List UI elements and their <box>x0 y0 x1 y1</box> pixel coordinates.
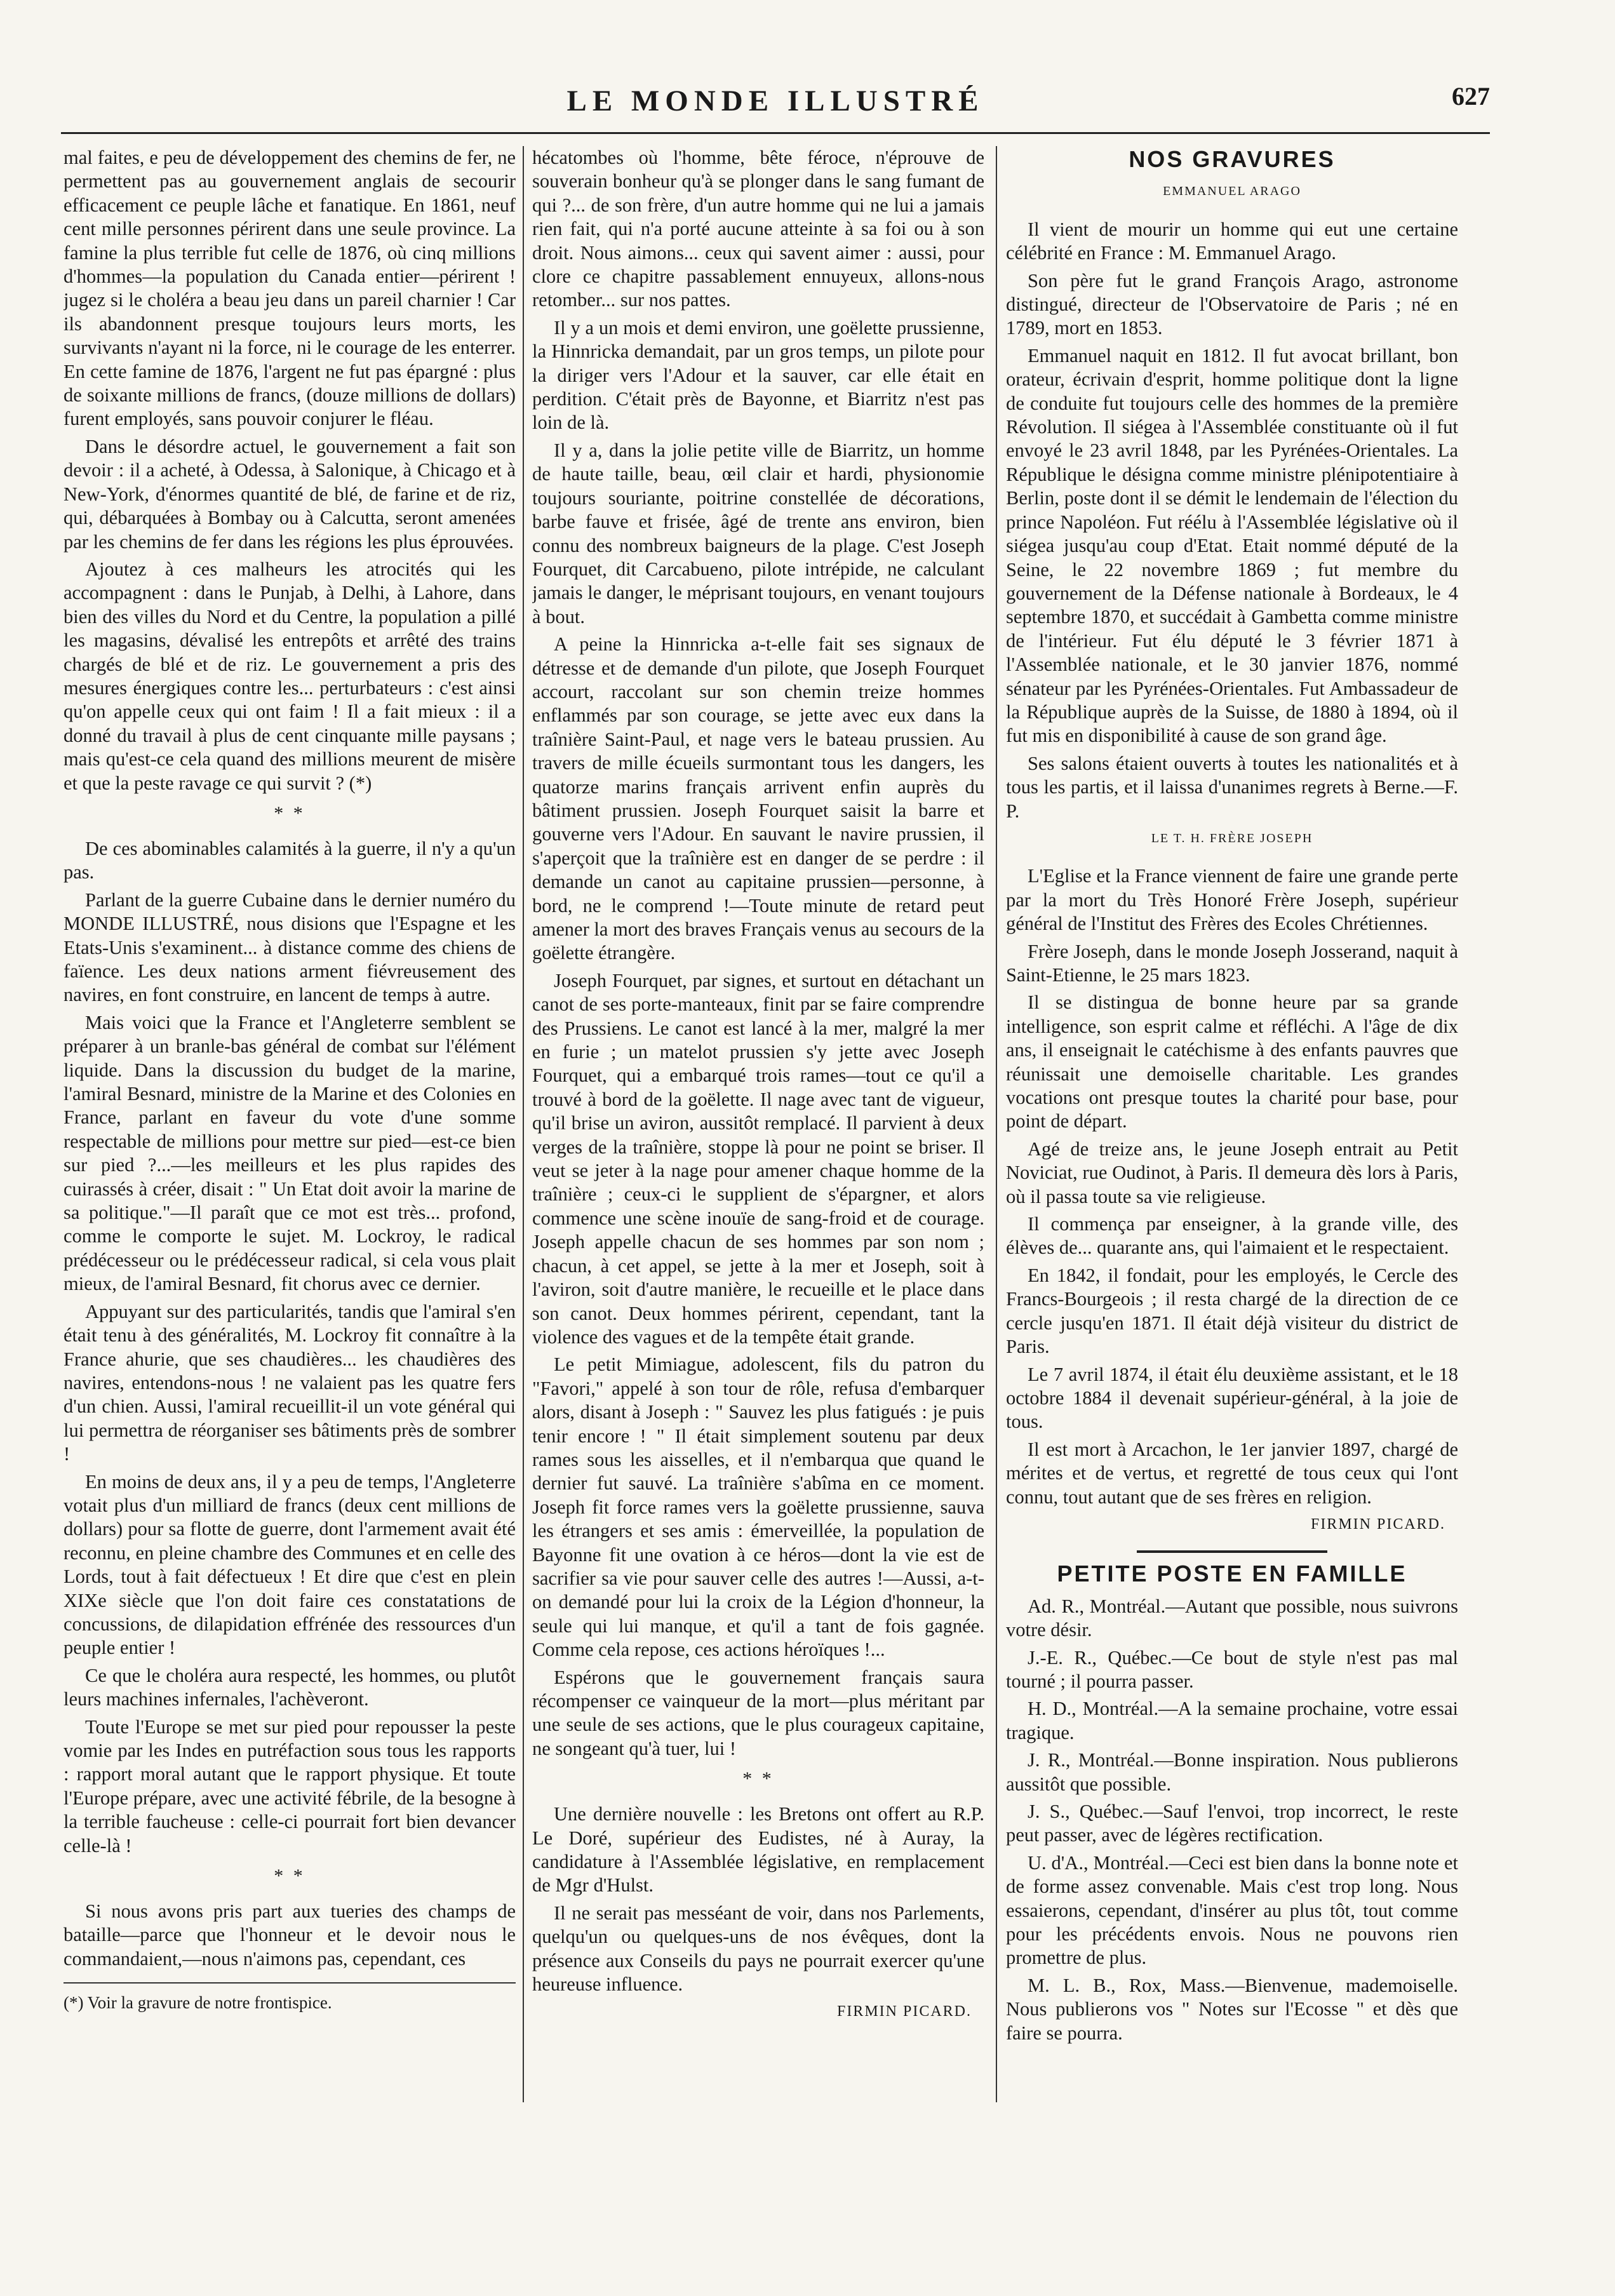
paragraph: Espérons que le gouvernement français saura récompenser ce vainqueur de la mort—plus méritant par une seule de ses actions, que le plus courageux capitaine, ne songeant qu'à tuer, lui ! <box>532 1666 984 1759</box>
column-2 <box>532 146 984 2153</box>
section-heading: PETITE POSTE EN FAMILLE <box>1057 1561 1407 1587</box>
section-separator: * * <box>742 1768 774 1790</box>
page-header <box>61 81 1490 134</box>
paragraph: Une dernière nouvelle : les Bretons ont offert au R.P. Le Doré, supérieur des Eudistes, né à Auray, la candidature à l'Assemblée législative, en remplacement de Mgr d'Hulst. <box>532 1803 984 1897</box>
author-signature: FIRMIN PICARD. <box>836 2003 972 2020</box>
paragraph: En moins de deux ans, il y a peu de temps, l'Angleterre votait plus d'un milliard de francs (deux cent millions de dollars) pour sa flotte de guerre, dont l'armement avait été reconnu, en pleine chambre des Communes et en celle des Lords, tout à fait défectueux ! Et dire que c'est en plein XIXe siècle que l'on doit faire ces constatations de concussions, de dilapidation effrénée des ressources d'un peuple entier ! <box>64 1470 516 1659</box>
paragraph: De ces abominables calamités à la guerre, il n'y a qu'un pas. <box>64 837 516 883</box>
paragraph: A peine la Hinnricka a-t-elle fait ses signaux de détresse et de demande d'un pilote, que Joseph Fourquet accourt, raccolant sur son chemin treize hommes enflammés par son courage, se jette avec eux dans la traînière Saint-Paul, et nage vers le bateau prussien. Au travers de mille écueils surmontant tous les dangers, les quatorze marins français arrivent enfin auprès du bâtiment prussien. Joseph Fourquet saisit la barre et gouverne vers l'Adour. En sauvant le navire prussien, il s'aperçoit que la traînière est en danger de se perdre : il demande un canot au capitaine prussien—personne, à bord, ne le comprend !—Toute minute de retard peut amener la mort des braves Français venus au secours de la goëlette étrangère. <box>532 633 984 964</box>
paragraph: U. d'A., Montréal.—Ceci est bien dans la bonne note et de forme assez convenable. Mais c'est trop long. Nous essaierons, cependant, d'insérer au plus tôt, tout comme pour les précédents envois. Nous ne pouvons rien promettre de plus. <box>1006 1851 1458 1969</box>
paragraph: hécatombes où l'homme, bête féroce, n'éprouve de souverain bonheur qu'à se plonger dans le sang fumant de qui ?... de son frère, d'un autre homme qui ne lui a jamais rien fait, qui n'a porté aucune atteinte à sa foi ou à son droit. Nous aimons... ceux qui savent aimer : aussi, pour clore ce chapitre passablement ennuyeux, allons-nous retomber... sur nos pattes. <box>532 147 984 311</box>
paragraph: Il se distingua de bonne heure par sa grande intelligence, son esprit calme et réfléchi. A l'âge de dix ans, il enseignait le catéchisme à des enfants pauvres que réunissait une demoiselle charitable. Les grandes vocations ont presque toutes la charité pour base, pour point de départ. <box>1006 991 1458 1132</box>
paragraph: En 1842, il fondait, pour les employés, le Cercle des Francs-Bourgeois ; il resta chargé de la direction de ce cercle jusqu'en 1871. Il était déjà visiteur du district de Paris. <box>1006 1264 1458 1358</box>
paragraph: J. R., Montréal.—Bonne inspiration. Nous publierons aussitôt que possible. <box>1006 1749 1458 1795</box>
paragraph: Il ne serait pas messéant de voir, dans nos Parlements, quelqu'un ou quelques-uns de nos évêques, dont la présence aux Conseils du pays ne pourrait exercer qu'une heureuse influence. <box>532 1902 984 1996</box>
paragraph: Joseph Fourquet, par signes, et surtout en détachant un canot de ses porte-manteaux, finit par se faire comprendre des Prussiens. Le canot est lancé à la mer, malgré la mer en furie ; un matelot prussien s'y jette avec Joseph Fourquet, qui a embarqué trois rames—tout ce qu'il a trouvé à bord de la goëlette. Il nage avec tant de vigueur, qu'il brise un aviron, aussitôt remplacé. Il parvient à deux verges de la traînière, stoppe là pour ne point se briser. Il veut se jeter à la nage pour amener chaque homme de la traînière ; ceux-ci le supplient de s'épargner, et alors commence une scène inouïe de sang-froid et de courage. Joseph appelle chacun de ses hommes par son nom ; chacun, à cet appel, se jette à la mer et Joseph, soit à l'aviron, soit d'autre manière, le recueille et le place dans son canot. Deux hommes périrent, cependant, tant la violence des vagues et de la tempête était grande. <box>532 969 984 1348</box>
paragraph: Il y a un mois et demi environ, une goëlette prussienne, la Hinnricka demandait, par un gros temps, un pilote pour la diriger vers l'Adour et la sauver, car elle était en perdition. C'était près de Bayonne, et Biarritz n'est pas loin de là. <box>532 316 984 434</box>
section-divider <box>1137 1550 1327 1553</box>
paragraph: Emmanuel naquit en 1812. Il fut avocat brillant, bon orateur, écrivain d'esprit, homme politique dont la ligne de conduite fut toujours celle des hommes de la première Révolution. Il siégea à l'Assemblée constituante où il fut envoyé le 23 avril 1848, par les Pyrénées-Orientales. La République le désigna comme ministre plénipotentiaire à Berlin, poste dont il se démit le lendemain de l'élection du prince Napoléon. Fut réélu à l'Assemblée législative où il siégea jusqu'au coup d'Etat. Etait nommé député de la Seine, le 22 novembre 1869 ; fut membre du gouvernement de la Défense nationale à Bordeaux, le 4 septembre 1870, et succédait à Gambetta comme ministre de l'intérieur. Fut élu député le 3 février 1871 à l'Assemblée nationale, et le 30 janvier 1876, nommé sénateur par les Pyrénées-Orientales. Fut Ambassadeur de la République auprès de la Suisse, de 1880 à 1894, où il fut mis en disponibilité à cause de son grand âge. <box>1006 344 1458 747</box>
paragraph: H. D., Montréal.—A la semaine prochaine, votre essai tragique. <box>1006 1698 1458 1743</box>
column-rule-1 <box>523 146 524 2102</box>
paragraph: Dans le désordre actuel, le gouvernement a fait son devoir : il a acheté, à Odessa, à Salonique, à Chicago et à New-York, d'énormes quantité de blé, de farine et de riz, qui, débarquées à Bombay ou à Calcutta, seront amenées par les chemins de fer dans les régions les plus éprouvées. <box>64 435 516 553</box>
paragraph: Toute l'Europe se met sur pied pour repousser la peste vomie par les Indes en putréfaction sous tous les rapports : rapport moral autant que le rapport physique. Et toute l'Europe prépare, avec une activité fébrile, de la besogne à la terrible faucheuse : celle-ci pourrait fort bien devancer celle-là ! <box>64 1715 516 1856</box>
subsection-heading: LE T. H. FRÈRE JOSEPH <box>1151 831 1313 845</box>
paragraph: L'Eglise et la France viennent de faire une grande perte par la mort du Très Honoré Frère Joseph, supérieur général de l'Institut des Frères des Ecoles Chrétiennes. <box>1006 865 1458 935</box>
paragraph: Frère Joseph, dans le monde Joseph Josserand, naquit à Saint-Etienne, le 25 mars 1823. <box>1006 940 1458 986</box>
paragraph: Il commença par enseigner, à la grande ville, des élèves de... quarante ans, qui l'aimaient et le respectaient. <box>1006 1213 1458 1259</box>
section-separator: * * <box>274 1865 305 1887</box>
footnote: (*) Voir la gravure de notre frontispice. <box>64 1982 516 2015</box>
subsection-heading: EMMANUEL ARAGO <box>1163 184 1301 199</box>
paragraph: J. S., Québec.—Sauf l'envoi, trop incorrect, le reste peut passer, avec de légères rectification. <box>1006 1801 1458 1846</box>
paragraph: M. L. B., Rox, Mass.—Bienvenue, mademoiselle. Nous publierons vos " Notes sur l'Ecosse " et dès que faire se pourra. <box>1006 1974 1458 2044</box>
paragraph: Agé de treize ans, le jeune Joseph entrait au Petit Noviciat, rue Oudinot, à Paris. Il demeura dès lors à Paris, où il passa toute sa vie religieuse. <box>1006 1138 1458 1207</box>
paragraph: Si nous avons pris part aux tueries des champs de bataille—parce que l'honneur et le devoir nous le commandaient,—nous n'aimons pas, cependant, ces <box>64 1900 516 1970</box>
paragraph: Ce que le choléra aura respecté, les hommes, ou plutôt leurs machines infernales, l'achèveront. <box>64 1664 516 1710</box>
paragraph: Ad. R., Montréal.—Autant que possible, nous suivrons votre désir. <box>1006 1595 1458 1641</box>
paragraph: Parlant de la guerre Cubaine dans le dernier numéro du MONDE ILLUSTRÉ, nous disions que l'Espagne et les Etats-Unis s'examinent... à distance comme des chiens de faïence. Les deux nations arment fiévreusement des navires, en font construire, en lancent de temps à autre. <box>64 889 516 1006</box>
paragraph: Son père fut le grand François Arago, astronome distingué, directeur de l'Observatoire de Paris ; né en 1789, mort en 1853. <box>1006 269 1458 339</box>
section-separator: * * <box>274 802 305 824</box>
column-3 <box>1006 146 1458 2153</box>
paragraph: Le petit Mimiague, adolescent, fils du patron du "Favori," appelé à son tour de rôle, refusa d'embarquer alors, disant à Joseph : " Sauvez les plus fatigués : je puis tenir encore ! " Il était simplement soutenu par deux rames sous les aisselles, et il n'embarqua que quand le dernier fut sauvé. La traînière s'abîma en ce moment. Joseph fit force rames vers la goëlette prussienne, sauva les étrangers et ses amis : émerveillée, la population de Bayonne fit une ovation à ce héros—dont la vie est de sacrifier sa vie pour sauver celle des autres !—Aussi, a-t-on demandé pour lui la croix de la Légion d'honneur, la seule qui lui manque, et qu'il a tant de fois gagnée. Comme cela repose, ces actions héroïques !... <box>532 1353 984 1661</box>
paragraph: Il vient de mourir un homme qui eut une certaine célébrité en France : M. Emmanuel Arago. <box>1006 218 1458 264</box>
section-heading: NOS GRAVURES <box>1129 146 1336 172</box>
page-number: 627 <box>1452 82 1490 111</box>
paragraph: Le 7 avril 1874, il était élu deuxième assistant, et le 18 octobre 1884 il devenait supérieur-général, à la joie de tous. <box>1006 1363 1458 1433</box>
masthead-title: LE MONDE ILLUSTRÉ <box>566 84 984 117</box>
paragraph: Il est mort à Arcachon, le 1er janvier 1897, chargé de mérites et de vertus, et regretté de tous ceux qui l'ont connu, tout autant que de ses frères en religion. <box>1006 1438 1458 1508</box>
paragraph: Mais voici que la France et l'Angleterre semblent se préparer à un branle-bas général de combat sur l'élément liquide. Dans la discussion du budget de la marine, l'amiral Besnard, ministre de la Marine et des Colonies en France, parlant en faveur du vote d'une somme respectable de millions pour mettre sur pied—est-ce bien sur pied ?...—les meilleurs et les plus rapides des cuirassés à créer, disait : " Un Etat doit avoir la marine de sa politique."—Il paraît que ce mot est très... profond, comme le comporte le sujet. M. Lockroy, le radical prédécesseur ou le prédécesseur radical, si cela vous plait mieux, de l'amiral Besnard, fit chorus avec ce dernier. <box>64 1011 516 1295</box>
column-1 <box>64 146 516 2153</box>
paragraph: Ajoutez à ces malheurs les atrocités qui les accompagnent : dans le Punjab, à Delhi, à Lahore, dans bien des villes du Nord et du Centre, la population a pillé les magasins, dévalisé les entrepôts et arrêté des trains chargés de blé et de riz. Le gouvernement a pris des mesures énergiques contre les... perturbateurs : c'est ainsi qu'on appelle ceux qui ont faim ! Il a fait mieux : il a donné du travail à plus de cent cinquante mille paysans ; mais qu'est-ce cela quand des millions meurent de misère et que la peste ravage ce qui survit ? (*) <box>64 558 516 794</box>
paragraph: J.-E. R., Québec.—Ce bout de style n'est pas mal tourné ; il pourra passer. <box>1006 1646 1458 1692</box>
column-rule-2 <box>996 146 997 2102</box>
author-signature: FIRMIN PICARD. <box>1310 1515 1445 1533</box>
paragraph: mal faites, e peu de développement des chemins de fer, ne permettent pas au gouvernement anglais de secourir efficacement ce peuple lâche et fanatique. En 1861, neuf cent mille personnes périrent dans une seule province. La famine la plus terrible fut celle de 1876, où cinq millions d'hommes—la population du Canada entier—périrent ! jugez si le choléra a beau jeu dans un pareil charnier ! Car ils abandonnent presque toujours leurs morts, les survivants n'ayant ni la force, ni le courage de les enterrer. En cette famine de 1876, l'argent ne fut pas épargné : plus de soixante millions de francs, (douze millions de dollars) furent employés, sans pouvoir conjurer le fléau. <box>64 147 516 430</box>
paragraph: Il y a, dans la jolie petite ville de Biarritz, un homme de haute taille, beau, œil clair et hardi, physionomie toujours souriante, poitrine constellée de décorations, barbe fauve et frisée, âgé de trente ans environ, bien connu des nombreux baigneurs de la plage. C'est Joseph Fourquet, dit Carcabueno, pilote intrépide, ne calculant jamais le danger, le méprisant toujours, en venant toujours à bout. <box>532 439 984 628</box>
paragraph: Appuyant sur des particularités, tandis que l'amiral s'en était tenu à des généralités, M. Lockroy fit connaître à la France ahurie, que ses chaudières... les chaudières des navires, entendons-nous ! ne valaient pas les quatre fers d'un chien. Aussi, l'amiral recueillit-il un vote général qui lui permettra de réorganiser ses bâtiments près de sombrer ! <box>64 1300 516 1465</box>
paragraph: Ses salons étaient ouverts à toutes les nationalités et à tous les partis, et il laissa d'unanimes regrets à Berne.—F. P. <box>1006 752 1458 822</box>
